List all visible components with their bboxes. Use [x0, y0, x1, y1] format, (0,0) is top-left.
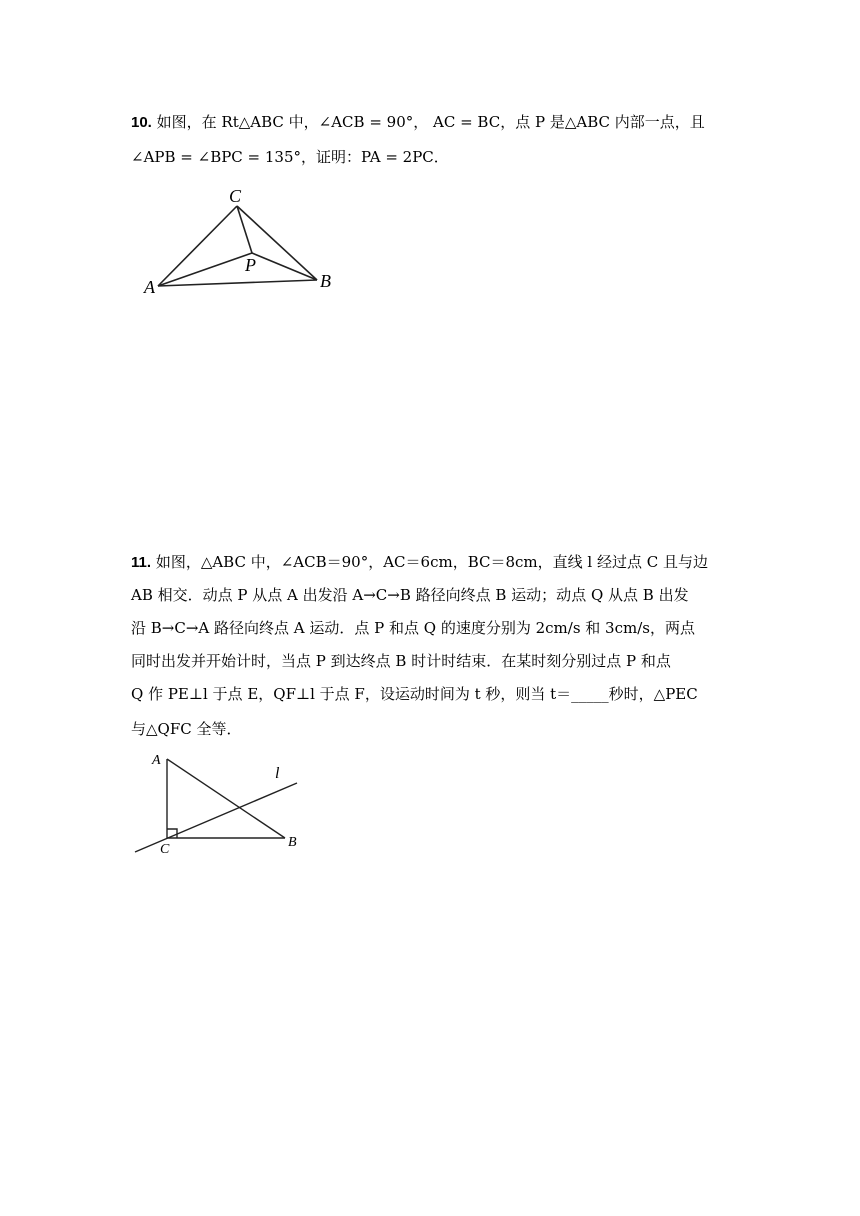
question-text: 与△QFC 全等．: [131, 720, 242, 738]
label-A: A: [152, 753, 161, 768]
question-text: Q 作 PE⊥l 于点 E，QF⊥l 于点 F，设运动时间为 t 秒，则当 t＝_____秒时，△PEC: [131, 685, 698, 703]
question-number: 10.: [131, 114, 152, 131]
question-11-line-2: [131, 584, 689, 605]
label-B: B: [288, 835, 297, 850]
q10-triangle-figure: [140, 180, 350, 300]
label-P: P: [245, 255, 256, 275]
question-10-line-1: [131, 111, 705, 132]
question-11-line-4: [131, 650, 671, 671]
segment-PB: [252, 253, 317, 280]
label-B: B: [320, 271, 331, 291]
question-10-line-2: [131, 146, 449, 167]
question-text: AB 相交．动点 P 从点 A 出发沿 A→C→B 路径向终点 B 运动；动点 Q 从点 B 出发: [131, 586, 689, 604]
question-number: 11.: [131, 554, 152, 571]
segment-AB: [167, 759, 285, 838]
question-text: ∠APB = ∠BPC = 135°，证明：PA = 2PC．: [131, 148, 449, 166]
segment-AB: [158, 280, 317, 286]
question-text: 如图，△ABC 中，∠ACB＝90°，AC＝6cm，BC＝8cm，直线 l 经过点 C 且与边: [155, 553, 708, 571]
label-l: l: [275, 765, 280, 782]
segment-AC: [158, 206, 237, 286]
question-11-line-3: [131, 617, 695, 638]
question-11-line-6: [131, 718, 242, 739]
question-11-line-5: [131, 683, 698, 704]
label-C: C: [229, 186, 242, 206]
q11-triangle-figure: [130, 745, 310, 865]
question-text: 如图，在 Rt△ABC 中，∠ACB = 90°， AC = BC，点 P 是△ABC 内部一点，且: [156, 113, 705, 131]
question-text: 沿 B→C→A 路径向终点 A 运动．点 P 和点 Q 的速度分别为 2cm/s 和 3cm/s，两点: [131, 619, 695, 637]
question-text: 同时出发并开始计时，当点 P 到达终点 B 时计时结束．在某时刻分别过点 P 和点: [131, 652, 671, 670]
label-C: C: [160, 842, 170, 857]
question-11-line-1: [131, 551, 708, 572]
segment-AP: [158, 253, 252, 286]
label-A: A: [144, 277, 155, 297]
